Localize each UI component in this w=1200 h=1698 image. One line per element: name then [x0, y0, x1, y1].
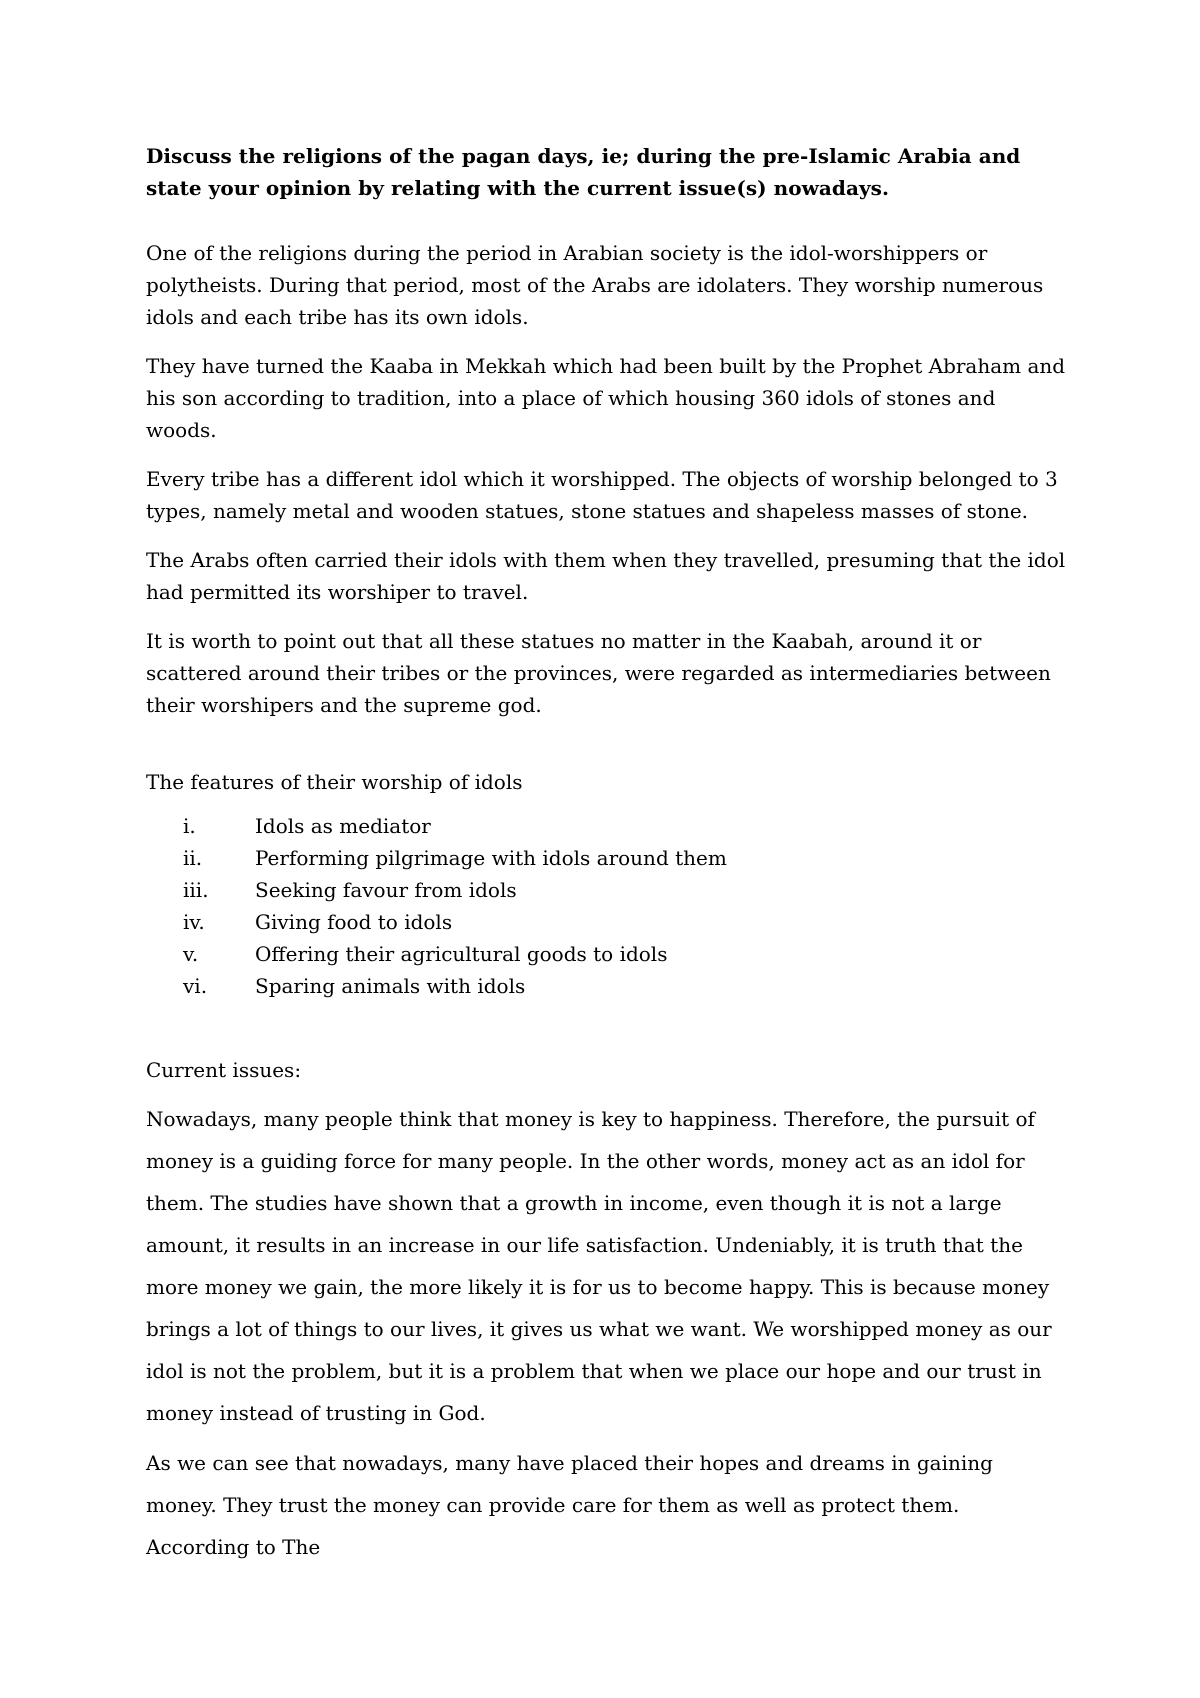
features-list	[146, 810, 1066, 1002]
paragraph-hopes-dreams: As we can see that nowadays, many have placed their hopes and dreams in gaining money. They trust the money can provide care for them as well as protect them. According to The	[146, 1451, 993, 1559]
list-item-text: Sparing animals with idols	[255, 974, 526, 998]
list-item	[183, 842, 1066, 874]
list-numeral: iv.	[183, 910, 205, 934]
list-item-text: Idols as mediator	[255, 814, 431, 838]
list-item	[183, 810, 1066, 842]
current-issues-title: Current issues:	[146, 1058, 302, 1082]
list-item-text: Offering their agricultural goods to idols	[255, 942, 668, 966]
paragraph-tribe-idols: Every tribe has a different idol which it worshipped. The objects of worship belonged to 3 types, namely metal and wooden statues, stone statues and shapeless masses of stone.	[146, 467, 1058, 523]
list-item	[183, 970, 1066, 1002]
list-item-text: Giving food to idols	[255, 910, 453, 934]
list-numeral: vi.	[183, 974, 208, 998]
essay-question-heading: Discuss the religions of the pagan days, ie; during the pre-Islamic Arabia and state your opinion by relating with the current issue(s) nowadays.	[146, 144, 1021, 200]
list-item	[183, 938, 1066, 970]
paragraph-kaaba: They have turned the Kaaba in Mekkah which had been built by the Prophet Abraham and his son according to tradition, into a place of which housing 360 idols of stones and woods.	[146, 354, 1066, 442]
list-numeral: v.	[183, 942, 199, 966]
document-page	[146, 140, 1066, 1576]
paragraph-money-happiness: Nowadays, many people think that money is key to happiness. Therefore, the pursuit of money is a guiding force for many people. In the other words, money act as an idol for them. The studies have shown that a growth in income, even though it is not a large amount, it results in an increase in our life satisfaction. Undeniably, it is truth that the more money we gain, the more likely it is for us to become happy. This is because money brings a lot of things to our lives, it gives us what we want. We worshipped money as our idol is not the problem, but it is a problem that when we place our hope and our trust in money instead of trusting in God.	[146, 1107, 1052, 1425]
paragraph-intermediaries: It is worth to point out that all these statues no matter in the Kaabah, around it or scattered around their tribes or the provinces, were regarded as intermediaries between their worshipers and the supreme god.	[146, 629, 1051, 717]
list-item-text: Performing pilgrimage with idols around them	[255, 846, 727, 870]
list-numeral: iii.	[183, 878, 209, 902]
features-title: The features of their worship of idols	[146, 770, 523, 794]
list-item	[183, 874, 1066, 906]
list-item	[183, 906, 1066, 938]
paragraph-idol-worshippers: One of the religions during the period in Arabian society is the idol-worshippers or polytheists. During that period, most of the Arabs are idolaters. They worship numerous idols and each tribe has its own idols.	[146, 241, 1044, 329]
paragraph-carried-idols: The Arabs often carried their idols with them when they travelled, presuming that the idol had permitted its worshiper to travel.	[146, 548, 1066, 604]
list-numeral: ii.	[183, 846, 203, 870]
list-numeral: i.	[183, 814, 196, 838]
list-item-text: Seeking favour from idols	[255, 878, 517, 902]
